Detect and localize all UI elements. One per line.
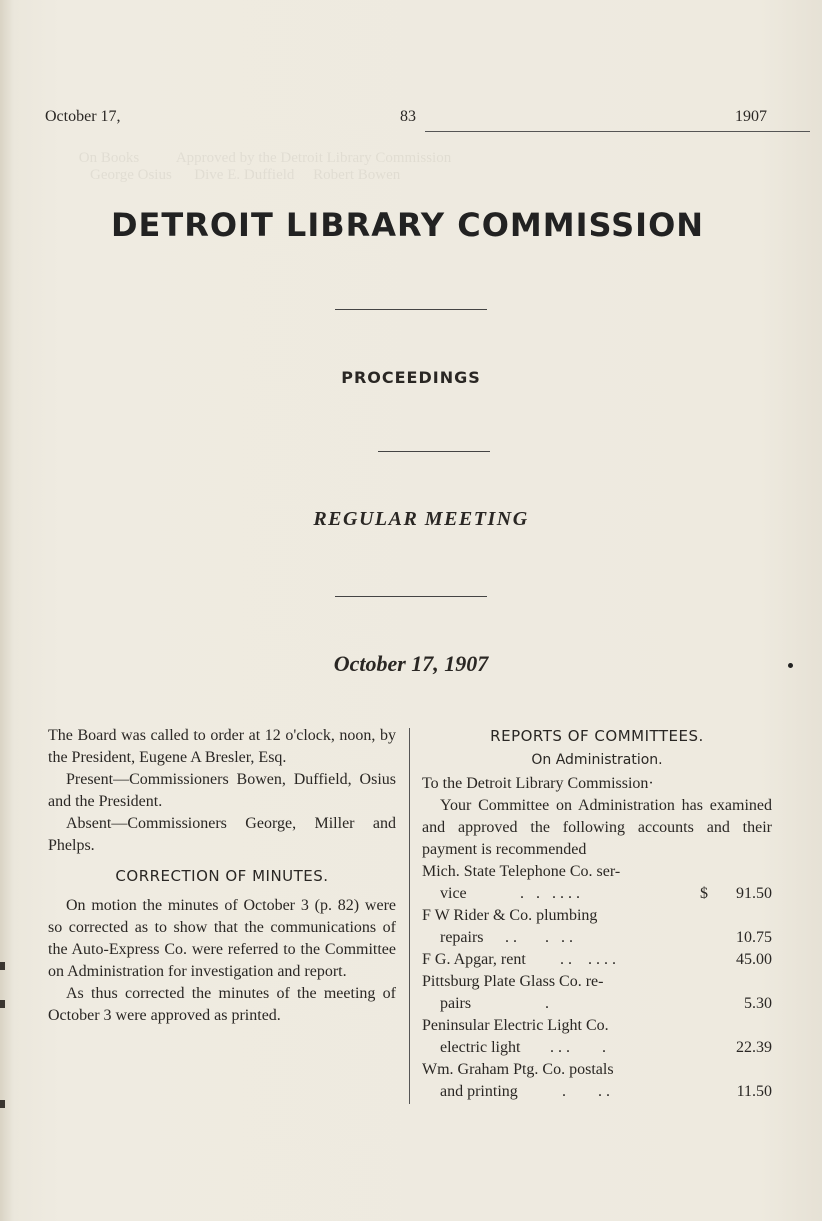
left-column — [48, 725, 396, 1027]
account-line — [422, 1059, 772, 1081]
absent-text: Absent—Commissioners George, Miller and Phelps. — [48, 815, 396, 854]
account-payee: Peninsular Electric Light Co. — [422, 1017, 609, 1034]
page-number: 83 — [400, 108, 416, 125]
approval-text: As thus corrected the minutes of the meeting of October 3 were approved as printed. — [48, 985, 396, 1024]
reports-heading: REPORTS OF COMMITTEES. — [490, 727, 704, 745]
running-head-year: 1907 — [735, 108, 767, 125]
leader-dots: . . . — [542, 1083, 610, 1100]
account-item: repairs — [440, 929, 484, 946]
meeting-rule — [335, 596, 487, 597]
account-amount: 11.50 — [736, 1083, 772, 1100]
proceedings-rule — [378, 451, 490, 452]
present-text: Present—Commissioners Bowen, Duffield, Osius and the President. — [48, 771, 396, 810]
account-item: pairs — [440, 995, 472, 1012]
right-column — [422, 725, 772, 1103]
edge-mark — [0, 1100, 5, 1108]
account-line — [422, 971, 772, 993]
proceedings-heading: PROCEEDINGS — [341, 368, 481, 387]
dollar-sign: $ — [700, 885, 708, 902]
leader-dots: . . . . . . — [512, 885, 580, 902]
edge-mark — [0, 1000, 5, 1008]
account-payee: Mich. State Telephone Co. ser- — [422, 863, 621, 880]
meeting-title: REGULAR MEETING — [313, 508, 529, 530]
correction-heading: CORRECTION OF MINUTES. — [115, 867, 329, 885]
meeting-date: October 17, 1907 — [333, 651, 489, 676]
account-line — [422, 1081, 772, 1103]
account-amount: 22.39 — [736, 1039, 772, 1056]
call-to-order-text: The Board was called to order at 12 o'clock, noon, by the President, Eugene A Bresler, Esq. — [48, 727, 396, 766]
account-item: vice — [440, 885, 467, 902]
account-line — [422, 1015, 772, 1037]
column-divider — [409, 728, 410, 1104]
committee-intro: Your Committee on Administration has examined and approved the following accounts and their payment is recommended — [422, 797, 772, 858]
account-line — [422, 949, 772, 971]
account-line — [422, 927, 772, 949]
account-line — [422, 883, 772, 905]
header-rule — [425, 131, 810, 132]
account-amount: 91.50 — [736, 885, 772, 902]
account-line — [422, 993, 772, 1015]
leader-dots: . . . . — [542, 1039, 606, 1056]
account-payee: F G. Apgar, rent — [422, 951, 526, 968]
account-item: electric light — [440, 1039, 521, 1056]
account-amount: 10.75 — [736, 929, 772, 946]
edge-mark — [0, 962, 5, 970]
account-amount: 5.30 — [744, 995, 772, 1012]
account-payee: Wm. Graham Ptg. Co. postals — [422, 1061, 614, 1078]
masthead-rule — [335, 309, 487, 310]
account-payee: Pittsburg Plate Glass Co. re- — [422, 973, 604, 990]
leader-dots: . . . . . . — [552, 951, 616, 968]
account-line — [422, 905, 772, 927]
leader-dots: . . . . . — [497, 929, 573, 946]
correction-text: On motion the minutes of October 3 (p. 82) were so corrected as to show that the communications of the Auto-Express Co. were referred to the Committee on Administration for investigation and report. — [48, 897, 396, 980]
ink-dot — [788, 663, 793, 668]
running-head — [45, 107, 767, 131]
account-item: and printing — [440, 1083, 518, 1100]
leader-dots: . — [497, 995, 549, 1012]
administration-subheading: On Administration. — [531, 752, 663, 768]
masthead-title: DETROIT LIBRARY COMMISSION — [110, 206, 705, 244]
account-amount: 45.00 — [736, 951, 772, 968]
salutation: To the Detroit Library Commission· — [422, 775, 654, 792]
account-payee: F W Rider & Co. plumbing — [422, 907, 598, 924]
running-head-date: October 17, — [45, 108, 121, 125]
account-line — [422, 1037, 772, 1059]
account-line — [422, 861, 772, 883]
